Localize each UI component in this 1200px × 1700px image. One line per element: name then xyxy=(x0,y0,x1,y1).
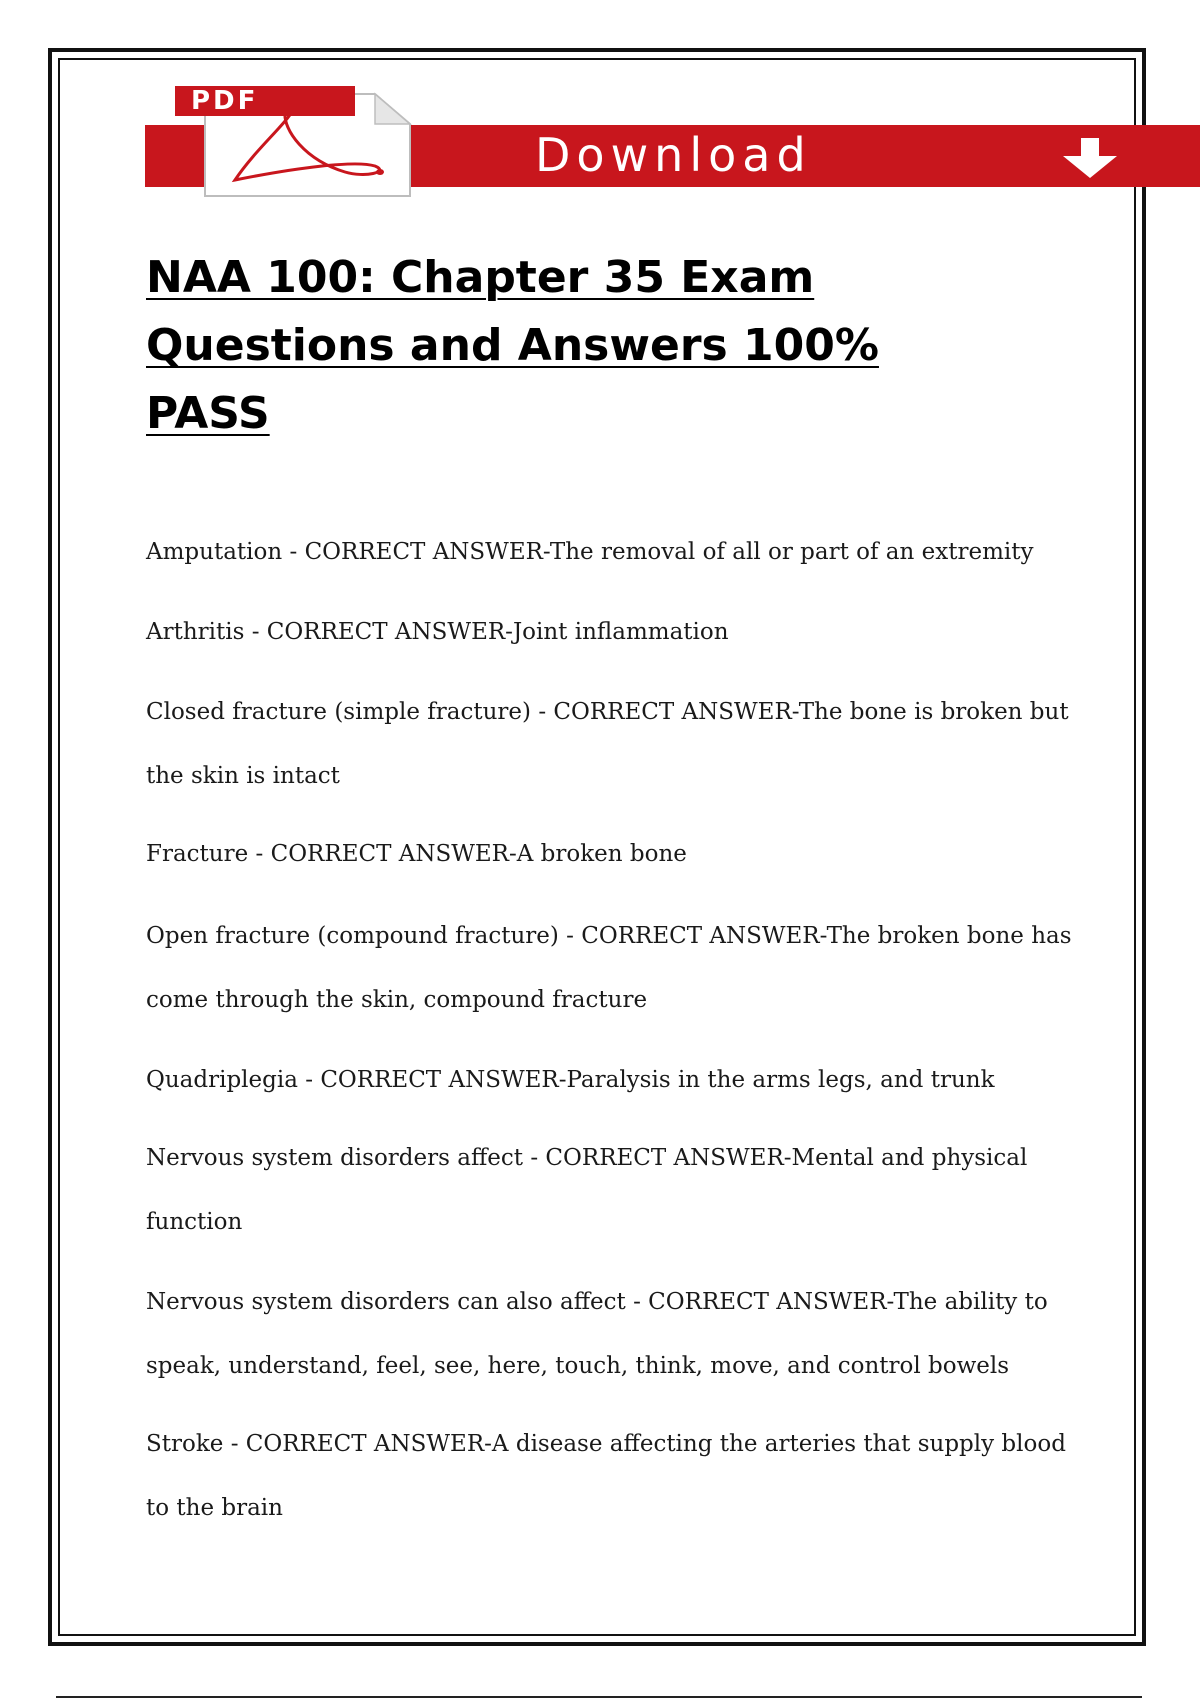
download-label[interactable]: Download xyxy=(535,128,812,182)
document-title xyxy=(146,244,1046,448)
download-arrow-icon[interactable] xyxy=(1055,136,1125,180)
qa-item-arthritis xyxy=(146,600,1076,664)
title-line-1: NAA 100: Chapter 35 Exam xyxy=(146,252,815,303)
pdf-badge: PDF xyxy=(175,86,355,116)
qa-item-nervous-system-affect xyxy=(146,1126,1076,1254)
qa-text: Amputation - CORRECT ANSWER-The removal of all or part of an extremity xyxy=(146,539,1034,565)
qa-text-continued: speak, understand, feel, see, here, touch, think, move, and control bowels xyxy=(146,1353,1010,1379)
qa-text-continued: function xyxy=(146,1209,243,1235)
qa-item-amputation xyxy=(146,520,1076,584)
qa-text: Closed fracture (simple fracture) - CORRECT ANSWER-The bone is broken but xyxy=(146,699,1069,725)
footer-divider xyxy=(56,1696,1142,1698)
title-line-3: PASS xyxy=(146,388,270,439)
qa-text-continued: come through the skin, compound fracture xyxy=(146,987,648,1013)
title-line-2: Questions and Answers 100% xyxy=(146,320,879,371)
qa-item-fracture xyxy=(146,822,1076,886)
qa-text: Open fracture (compound fracture) - CORRECT ANSWER-The broken bone has xyxy=(146,923,1072,949)
qa-text: Nervous system disorders can also affect - CORRECT ANSWER-The ability to xyxy=(146,1289,1048,1315)
qa-text-continued: the skin is intact xyxy=(146,763,340,789)
qa-text: Quadriplegia - CORRECT ANSWER-Paralysis in the arms legs, and trunk xyxy=(146,1067,995,1093)
qa-item-open-fracture xyxy=(146,904,1076,1032)
qa-item-quadriplegia xyxy=(146,1048,1076,1112)
qa-text: Stroke - CORRECT ANSWER-A disease affecting the arteries that supply blood xyxy=(146,1431,1066,1457)
qa-item-stroke xyxy=(146,1412,1076,1540)
qa-item-nervous-system-also-affect xyxy=(146,1270,1076,1398)
qa-text: Fracture - CORRECT ANSWER-A broken bone xyxy=(146,841,687,867)
qa-text: Arthritis - CORRECT ANSWER-Joint inflammation xyxy=(146,619,729,645)
pdf-download-banner[interactable] xyxy=(145,80,1200,200)
qa-item-closed-fracture xyxy=(146,680,1076,808)
qa-text-continued: to the brain xyxy=(146,1495,283,1521)
pdf-file-icon xyxy=(175,80,413,198)
qa-text: Nervous system disorders affect - CORRECT ANSWER-Mental and physical xyxy=(146,1145,1028,1171)
